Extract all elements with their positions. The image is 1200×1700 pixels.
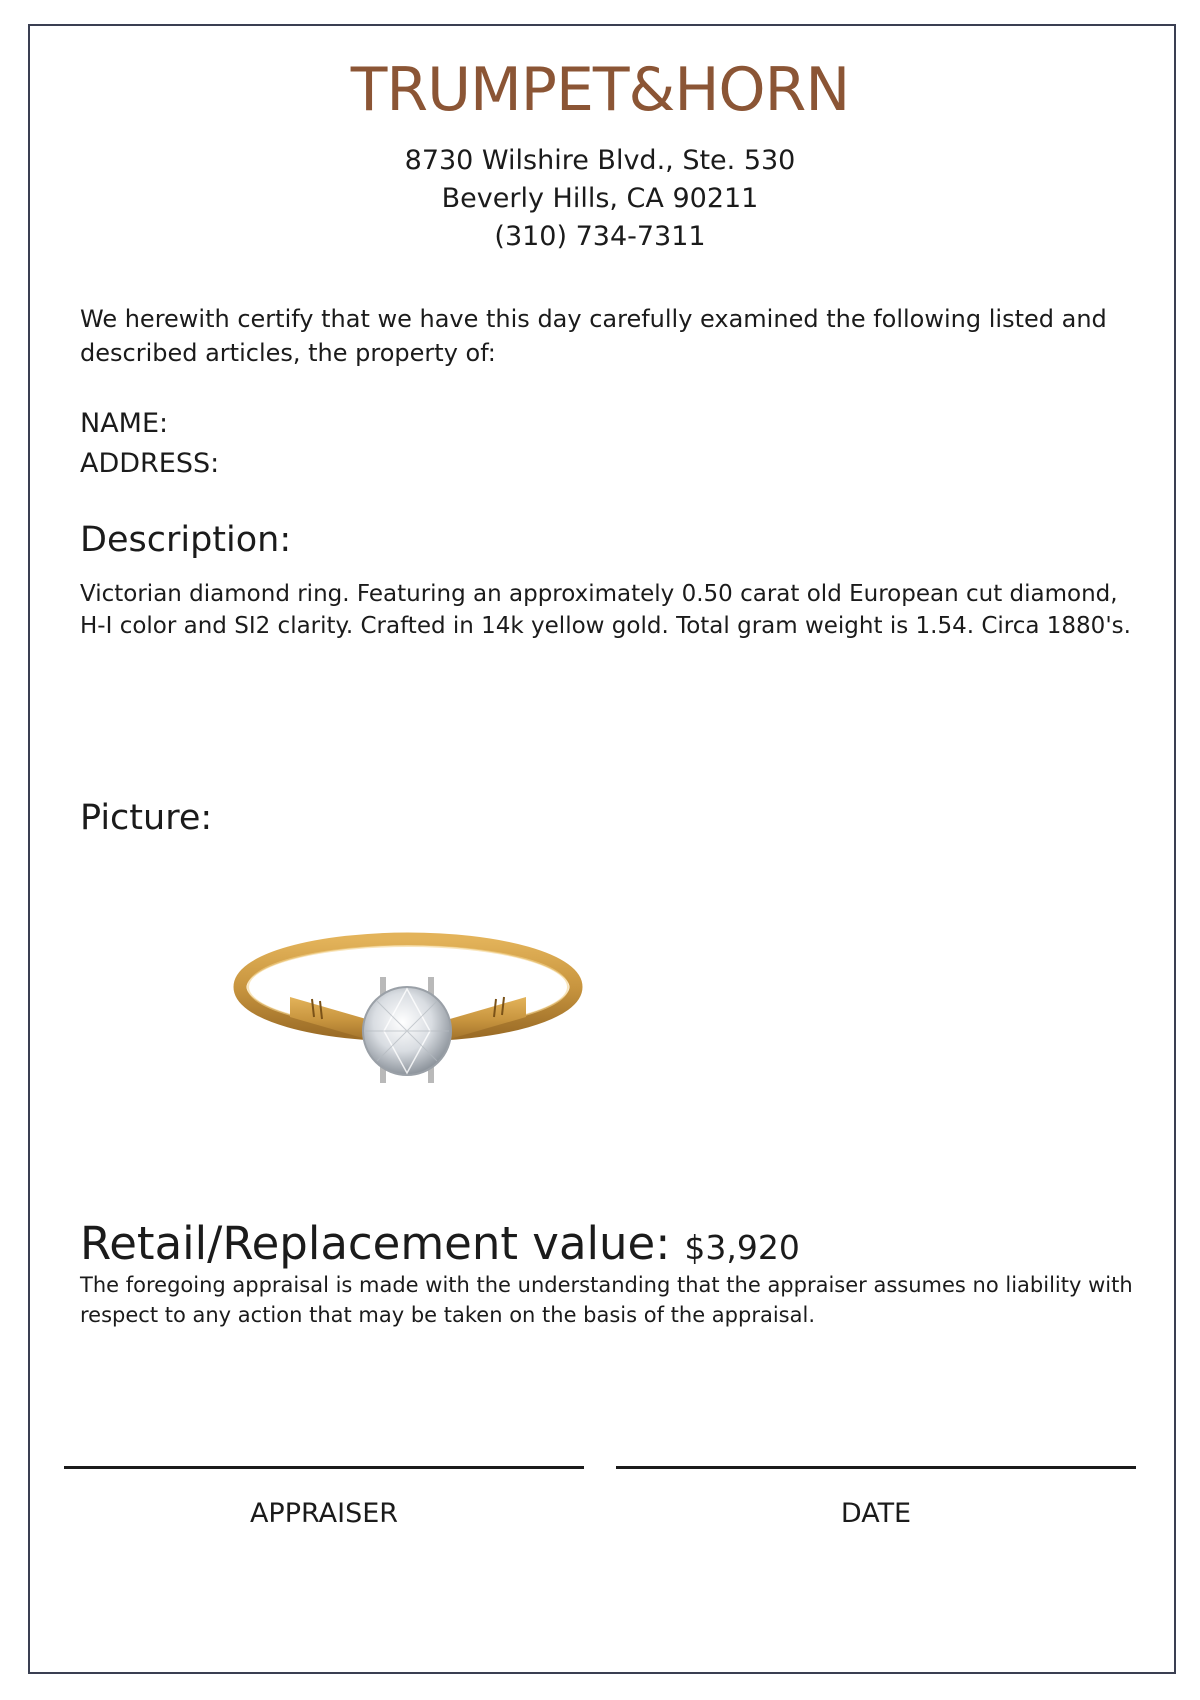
appraisal-disclaimer: The foregoing appraisal is made with the understanding that the appraiser assumes no liability with respect to any action that may be taken on the basis of the appraisal. (80, 1273, 1133, 1327)
valuation-amount: $3,920 (684, 1228, 800, 1267)
valuation-row (80, 1216, 800, 1276)
valuation-label: Retail/Replacement value: (80, 1217, 671, 1270)
gold-diamond-ring-icon (230, 925, 590, 1105)
description-heading: Description: (80, 520, 292, 560)
address-label: ADDRESS: (80, 448, 220, 479)
picture-heading: Picture: (80, 798, 213, 838)
brand-logo: TRUMPET&HORN (350, 55, 850, 125)
certification-intro: We herewith certify that we have this day carefully examined the following listed and described articles, the property of: (80, 305, 1107, 367)
address-line-1: 8730 Wilshire Blvd., Ste. 530 (404, 145, 796, 176)
address-line-2: Beverly Hills, CA 90211 (441, 183, 759, 214)
phone-number: (310) 734-7311 (494, 221, 706, 252)
appraiser-signature-line (64, 1466, 584, 1469)
appraiser-label: APPRAISER (249, 1498, 399, 1529)
description-text: Victorian diamond ring. Featuring an approximately 0.50 carat old European cut diamond, H-I color and SI2 clarity. Crafted in 14k yellow gold. Total gram weight is 1.54. Circa 1880's. (80, 581, 1131, 639)
date-label: DATE (840, 1498, 912, 1529)
date-signature-line (616, 1466, 1136, 1469)
name-label: NAME: (80, 408, 169, 439)
certificate-border (28, 24, 1176, 1674)
